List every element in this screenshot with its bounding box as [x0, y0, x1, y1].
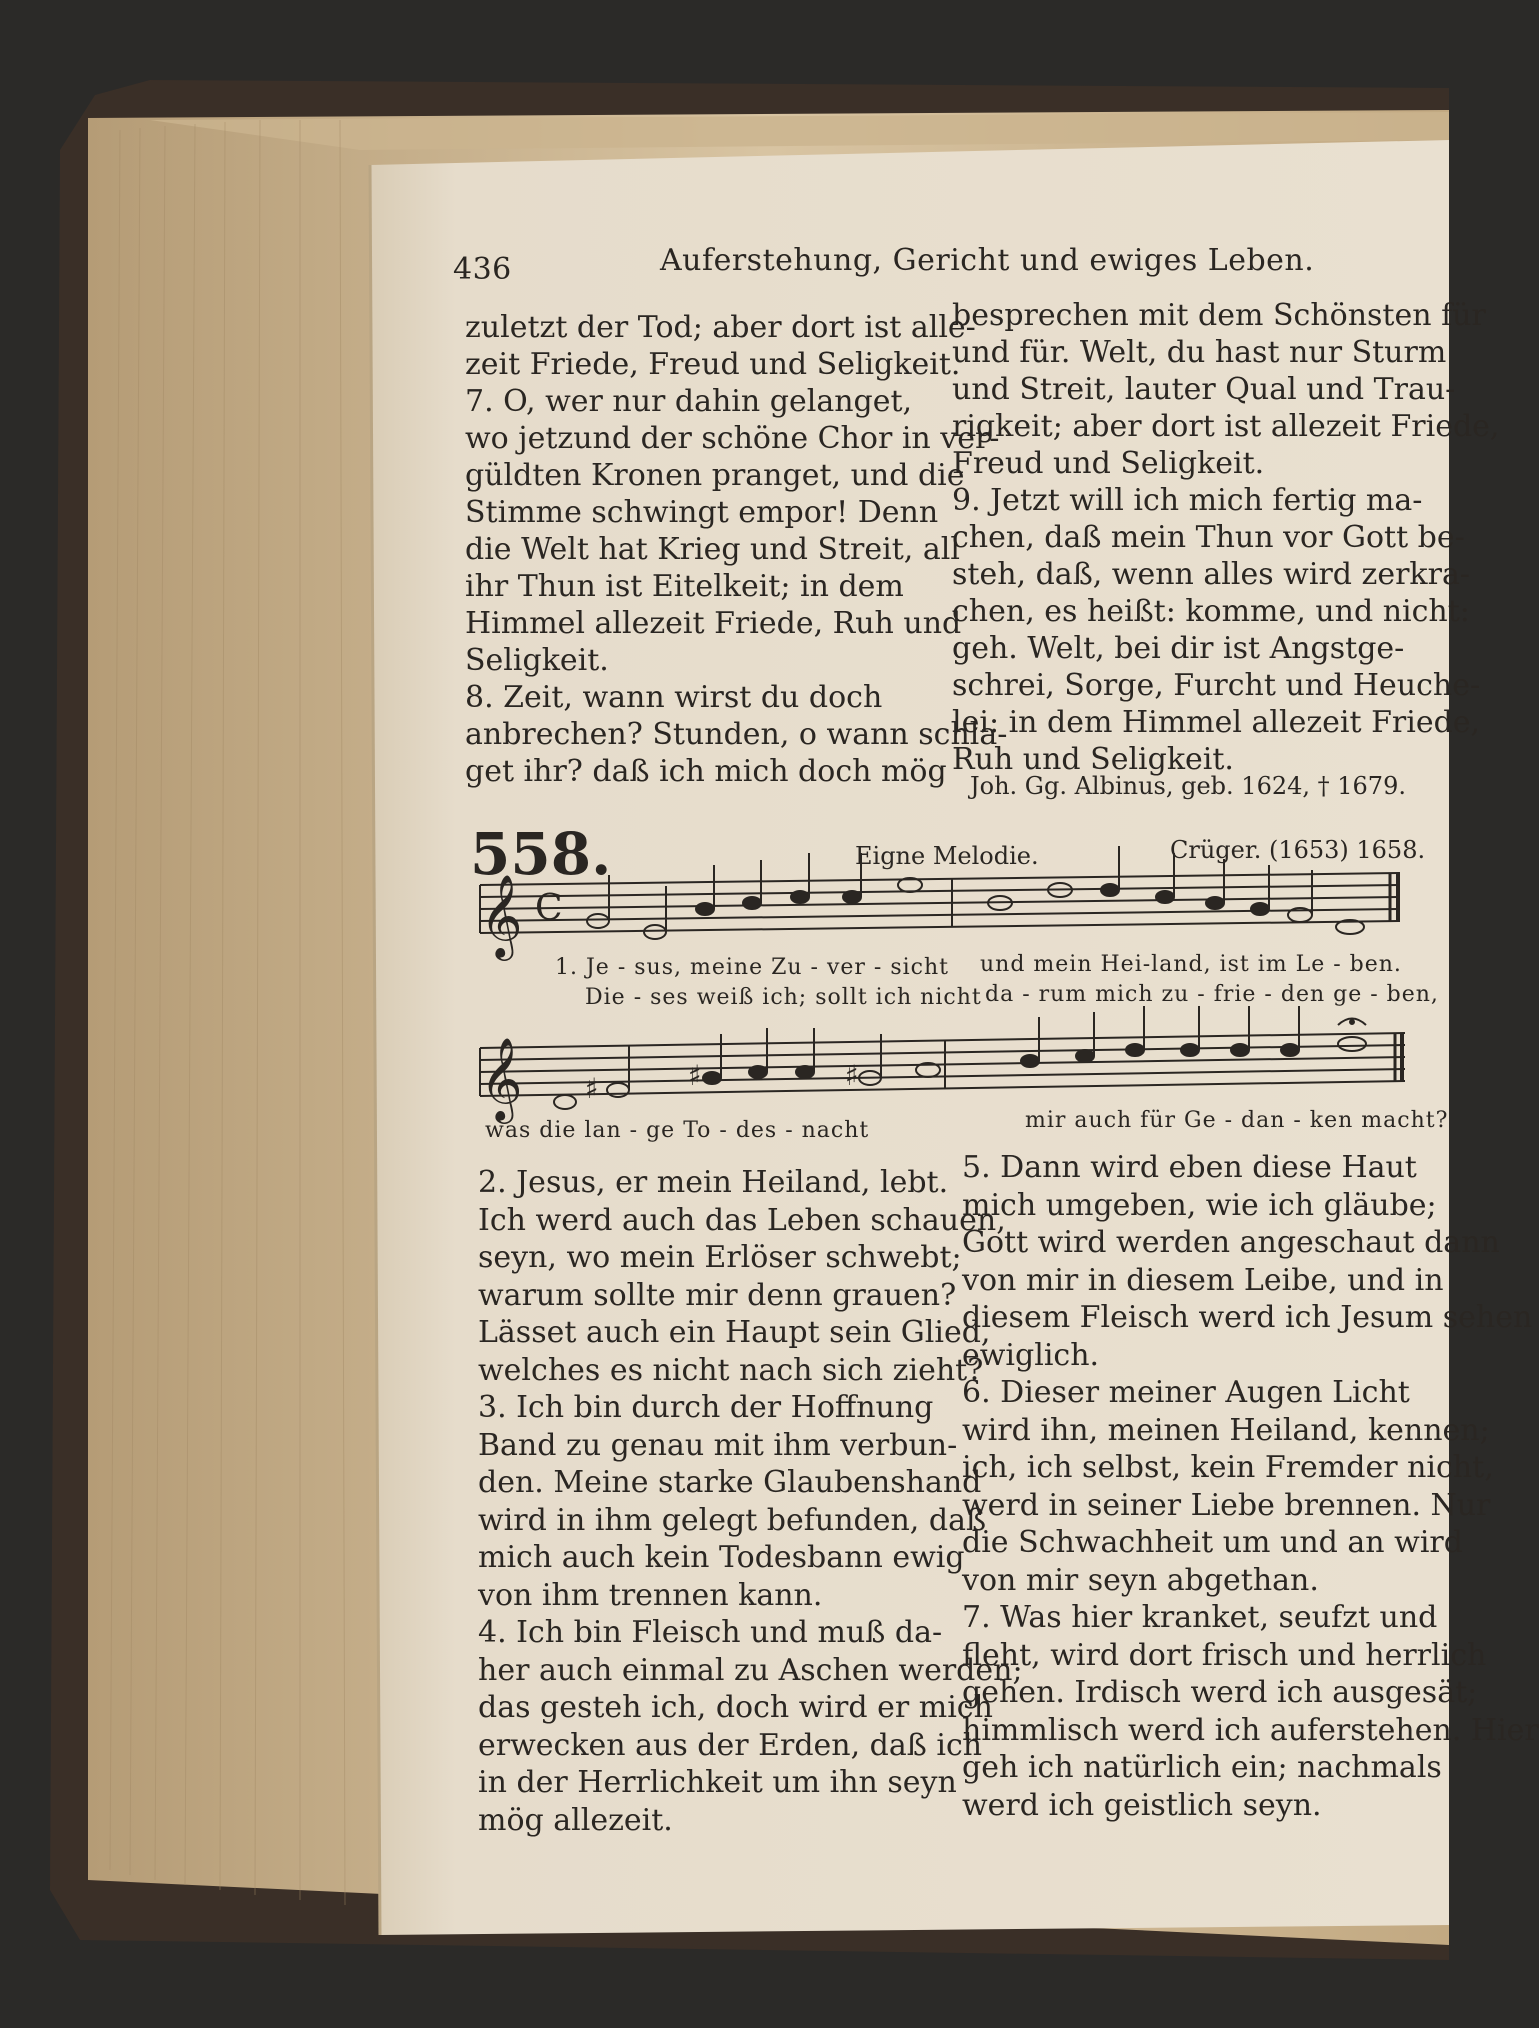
text-line: warum sollte mir denn grauen? [478, 1277, 957, 1313]
text-line: erwecken aus der Erden, daß ich [478, 1727, 983, 1763]
text-line: die Welt hat Krieg und Streit, all [465, 532, 960, 567]
text-line: lei: in dem Himmel allezeit Friede, [952, 705, 1481, 740]
text-line: von ihm trennen kann. [478, 1577, 823, 1613]
text-line: chen, es heißt: komme, und nicht: [952, 594, 1470, 629]
composer: Crüger. (1653) 1658. [1170, 836, 1426, 864]
text-line: und Streit, lauter Qual und Trau- [952, 372, 1456, 407]
text-line: 9. Jetzt will ich mich fertig ma- [952, 483, 1423, 518]
running-title: Auferstehung, Gericht und ewiges Leben. [660, 243, 1315, 278]
text-line: werd in seiner Liebe brennen. Nur [962, 1487, 1491, 1523]
svg-text:♯: ♯ [585, 1072, 599, 1105]
text-line: 2. Jesus, er mein Heiland, lebt. [478, 1165, 949, 1200]
text-line: mich auch kein Todesbann ewig [478, 1540, 965, 1575]
text-line: zuletzt der Tod; aber dort ist alle- [465, 310, 976, 345]
text-line: mich umgeben, wie ich gläube; [962, 1187, 1437, 1223]
lyrics-staff-2-right: mir auch für Ge - dan - ken macht? [1025, 1108, 1449, 1133]
text-line: rigkeit; aber dort ist allezeit Friede, [952, 409, 1500, 444]
text-line: diesem Fleisch werd ich Jesum sehen [962, 1300, 1533, 1335]
text-line: wo jetzund der schöne Chor in ver- [465, 421, 1000, 456]
lyrics-line-2-left: Die - ses weiß ich; sollt ich nicht [585, 985, 982, 1010]
treble-clef-icon: 𝄞 [480, 873, 523, 957]
lyrics-line-1-right: und mein Hei-land, ist im Le - ben. [980, 952, 1402, 977]
text-line: werd ich geistlich seyn. [962, 1787, 1322, 1823]
text-line: und für. Welt, du hast nur Sturm [952, 335, 1447, 370]
lyrics-line-2-right: da - rum mich zu - frie - den ge - ben, [985, 982, 1439, 1007]
common-time-icon: C [535, 888, 563, 929]
text-line: 4. Ich bin Fleisch und muß da- [478, 1615, 943, 1650]
text-line: fleht, wird dort frisch und herrlich [962, 1637, 1487, 1673]
text-line: wird in ihm gelegt befunden, daß [478, 1502, 986, 1538]
text-line: 8. Zeit, wann wirst du doch [465, 680, 883, 715]
page-number: 436 [453, 252, 512, 287]
text-line: Ruh und Seligkeit. [952, 742, 1234, 777]
attribution: Joh. Gg. Albinus, geb. 1624, † 1679. [970, 772, 1406, 800]
text-line: von mir in diesem Leibe, und in [962, 1262, 1444, 1298]
text-line: seyn, wo mein Erlöser schwebt; [478, 1240, 962, 1275]
text-line: geh ich natürlich ein; nachmals [962, 1750, 1442, 1785]
text-line: welches es nicht nach sich zieht? [478, 1352, 984, 1388]
svg-text:♯: ♯ [845, 1059, 859, 1092]
text-line: wird ihn, meinen Heiland, kennen; [962, 1412, 1490, 1448]
text-line: her auch einmal zu Aschen werden; [478, 1652, 1023, 1688]
text-line: güldten Kronen pranget, und die [465, 458, 965, 493]
text-line: gehen. Irdisch werd ich ausgesät; [962, 1675, 1478, 1710]
text-line: get ihr? daß ich mich doch mög [465, 754, 947, 789]
text-line: himmlisch werd ich auferstehen. Hier [962, 1712, 1539, 1748]
text-line: in der Herrlichkeit um ihn seyn [478, 1765, 957, 1800]
hymn-number: 558. [470, 820, 612, 888]
text-line: Gott wird werden angeschaut dann [962, 1225, 1500, 1260]
text-line: Band zu genau mit ihm verbun- [478, 1427, 958, 1463]
lyrics-staff-2-left: was die lan - ge To - des - nacht [485, 1118, 870, 1143]
text-line: chen, daß mein Thun vor Gott be- [952, 520, 1465, 555]
text-line: Seligkeit. [465, 643, 609, 678]
text-line: Himmel allezeit Friede, Ruh und [465, 606, 962, 641]
melody-label: Eigne Melodie. [855, 842, 1039, 870]
text-line: ihr Thun ist Eitelkeit; in dem [465, 569, 904, 604]
text-line: Stimme schwingt empor! Denn [465, 495, 939, 530]
text-line: mög allezeit. [478, 1802, 673, 1838]
text-line: steh, daß, wenn alles wird zerkra- [952, 557, 1470, 592]
text-line: die Schwachheit um und an wird [962, 1525, 1463, 1560]
text-line: 7. Was hier kranket, seufzt und [962, 1600, 1438, 1635]
text-line: 6. Dieser meiner Augen Licht [962, 1375, 1410, 1410]
text-line: Lässet auch ein Haupt sein Glied, [478, 1315, 991, 1350]
text-line: den. Meine starke Glaubenshand [478, 1465, 982, 1500]
text-line: 3. Ich bin durch der Hoffnung [478, 1390, 934, 1425]
text-line: zeit Friede, Freud und Seligkeit. [465, 347, 961, 382]
text-line: geh. Welt, bei dir ist Angstge- [952, 631, 1405, 666]
text-line: Ich werd auch das Leben schauen, [478, 1202, 1006, 1238]
text-line: schrei, Sorge, Furcht und Heuche- [952, 668, 1481, 703]
text-line: von mir seyn abgethan. [962, 1562, 1319, 1598]
text-line: 7. O, wer nur dahin gelanget, [465, 384, 913, 419]
text-line: anbrechen? Stunden, o wann schla- [465, 717, 1008, 752]
lyrics-line-1-left: 1. Je - sus, meine Zu - ver - sicht [555, 955, 949, 980]
text-line: ewiglich. [962, 1337, 1100, 1373]
text-line: besprechen mit dem Schönsten für [952, 298, 1486, 333]
text-line: Freud und Seligkeit. [952, 446, 1265, 481]
text-line: ich, ich selbst, kein Fremder nicht, [962, 1450, 1494, 1485]
text-line: 5. Dann wird eben diese Haut [962, 1150, 1417, 1185]
svg-text:♯: ♯ [688, 1059, 702, 1092]
treble-clef-2-icon: 𝄞 [480, 1036, 523, 1120]
text-line: das gesteh ich, doch wird er mich [478, 1690, 993, 1725]
